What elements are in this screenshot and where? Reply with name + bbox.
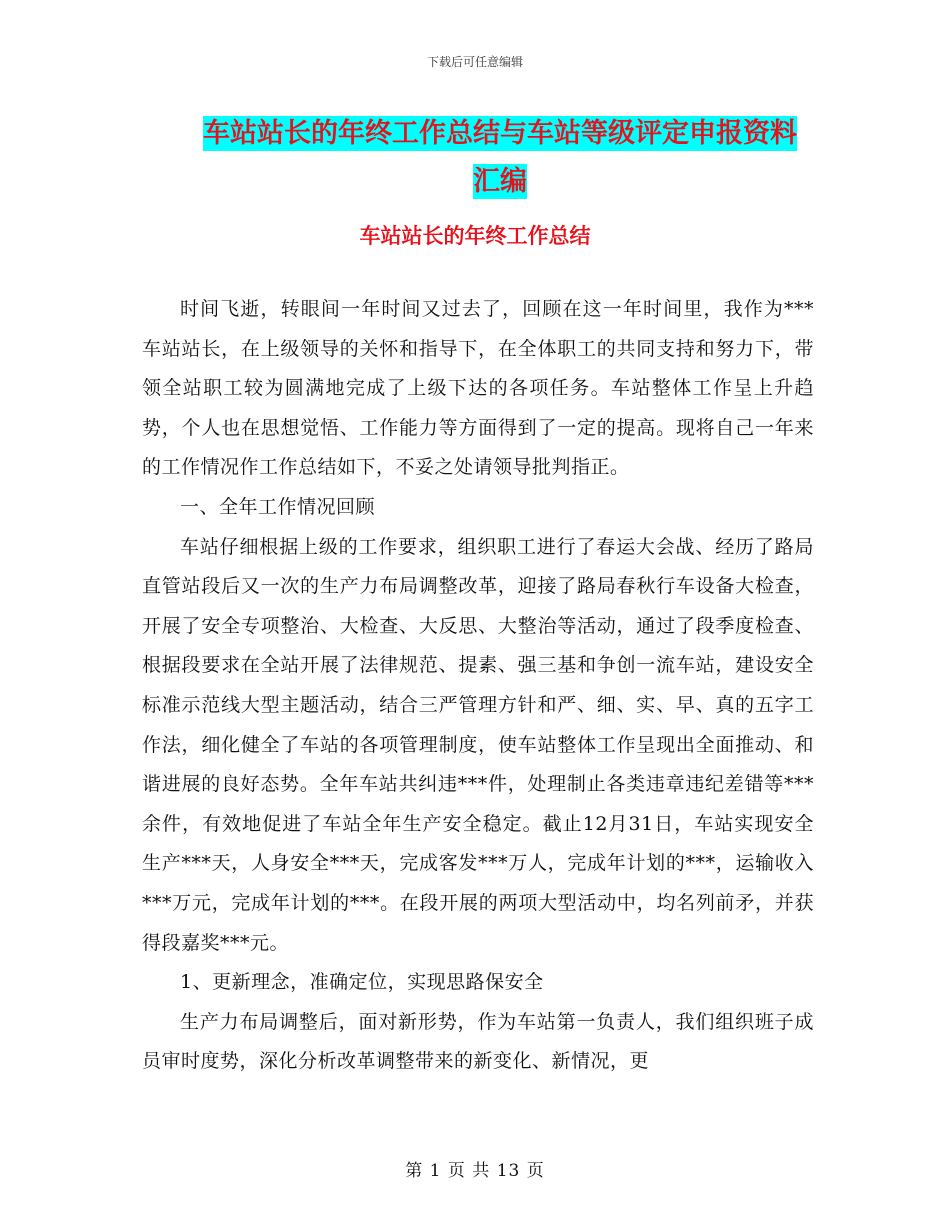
section-title: 车站站长的年终工作总结 [359,223,591,248]
paragraph-annual-review: 车站仔细根据上级的工作要求，组织职工进行了春运大会战、经历了路局直管站段后又一次的生产力布局调整改革，迎接了路局春秋行车设备大检查，开展了安全专项整治、大检查、大反思、大整治等活动，通过了段季度检查、根据段要求在全站开展了法律规范、提素、强三基和争创一流车站，建设安全标准示范线大型主题活动，结合三严管理方针和严、细、实、早、真的五字工作法，细化健全了车站的各项管理制度，使车站整体工作呈现出全面推动、和谐进展的良好态势。全年车站共纠违***件，处理制止各类违章违纪差错等***余件，有效地促进了车站全年生产安全稳定。截止12月31日，车站实现安全生产***天，人身安全***天，完成客发***万人，完成年计划的***，运输收入***万元，完成年计划的***。在段开展的两项大型活动中，均名列前矛，并获得段嘉奖***元。 [142,535,814,954]
heading-annual-review: 一、全年工作情况回顾 [180,495,376,518]
download-note: 下载后可任意编辑 [426,55,523,69]
document-body [142,290,814,1082]
page-number: 第 1 页 共 13 页 [405,1161,545,1181]
document-title-text: 车站站长的年终工作总结与车站等级评定申报资料汇编 [203,118,797,197]
paragraph-update-concepts: 生产力布局调整后，面对新形势，作为车站第一负责人，我们组织班子成员审时度势，深化分析改革调整带来的新变化、新情况，更 [142,1010,814,1073]
heading-update-concepts: 1、更新理念，准确定位，实现思路保安全 [180,971,544,994]
document-title [190,110,810,206]
paragraph-intro: 时间飞逝，转眼间一年时间又过去了，回顾在这一年时间里，我作为***车站站长，在上级领导的关怀和指导下，在全体职工的共同支持和努力下，带领全站职工较为圆满地完成了上级下达的各项任务。车站整体工作呈上升趋势，个人也在思想觉悟、工作能力等方面得到了一定的提高。现将自己一年来的工作情况作工作总结如下，不妥之处请领导批判指正。 [142,298,814,479]
